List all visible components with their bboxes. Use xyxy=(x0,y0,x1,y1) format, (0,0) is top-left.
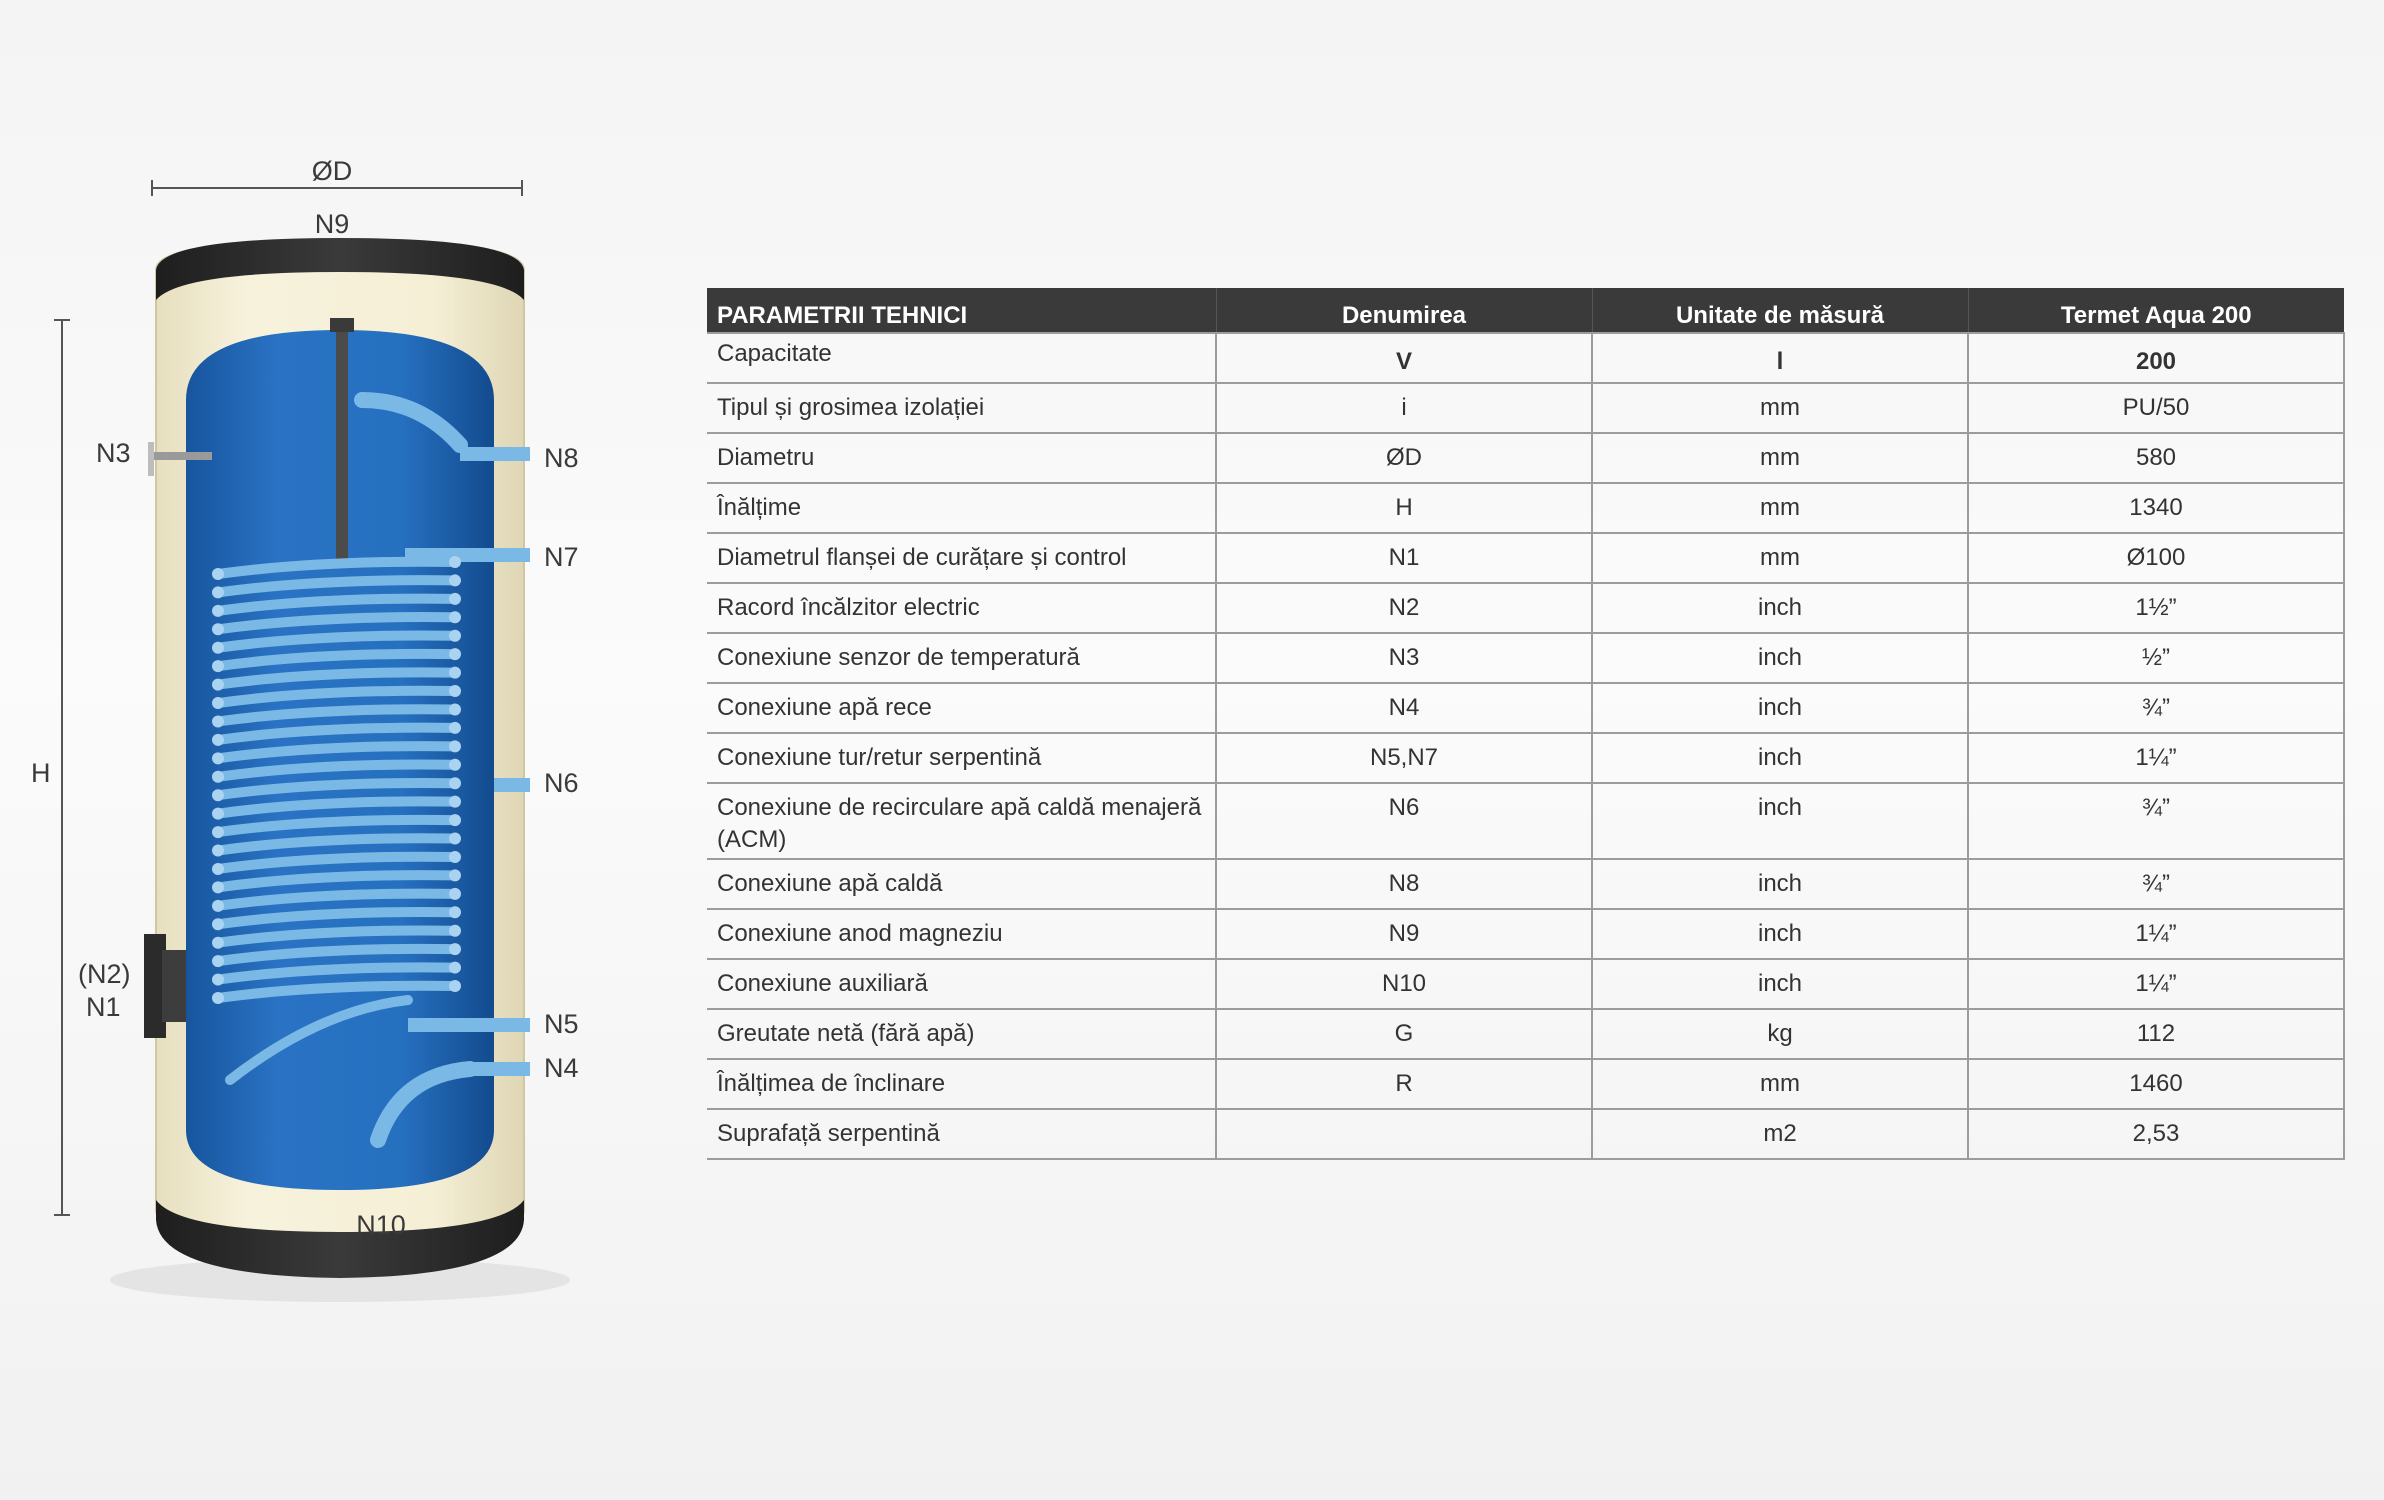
param-value: ¾” xyxy=(1968,859,2344,909)
anode-rod xyxy=(336,318,348,568)
coil-turn-end xyxy=(212,642,224,654)
coil-turn-end xyxy=(449,796,461,808)
coil-turn-end xyxy=(449,759,461,771)
coil-turn-end xyxy=(212,586,224,598)
coil-turn-end xyxy=(212,697,224,709)
n4-pipe xyxy=(470,1062,530,1076)
table-row xyxy=(707,909,2344,959)
param-symbol: N2 xyxy=(1216,583,1592,633)
param-value: 1¼” xyxy=(1968,733,2344,783)
coil-turn-end xyxy=(212,881,224,893)
table-row xyxy=(707,533,2344,583)
coil-turn-end xyxy=(212,771,224,783)
param-unit: inch xyxy=(1592,959,1968,1009)
param-symbol: R xyxy=(1216,1059,1592,1109)
table-row xyxy=(707,859,2344,909)
param-value: 1¼” xyxy=(1968,909,2344,959)
table-row xyxy=(707,383,2344,433)
coil-turn-end xyxy=(212,900,224,912)
coil-turn-end xyxy=(212,715,224,727)
param-symbol xyxy=(1216,1109,1592,1159)
coil-turn-end xyxy=(449,574,461,586)
table-row xyxy=(707,483,2344,533)
coil-turn-end xyxy=(449,869,461,881)
diameter-label: ØD xyxy=(311,156,353,186)
param-symbol: G xyxy=(1216,1009,1592,1059)
header-parameter: PARAMETRII TEHNICI xyxy=(707,288,1216,333)
table-row xyxy=(707,583,2344,633)
table-row xyxy=(707,333,2344,383)
table-row xyxy=(707,1109,2344,1159)
param-unit: inch xyxy=(1592,633,1968,683)
coil-turn-end xyxy=(449,833,461,845)
param-unit: mm xyxy=(1592,483,1968,533)
coil-turn-end xyxy=(449,814,461,826)
technical-parameters-table xyxy=(707,288,2345,1160)
coil-turn-end xyxy=(449,888,461,900)
param-value: 1¼” xyxy=(1968,959,2344,1009)
n8-pipe xyxy=(460,447,530,461)
header-designation: Denumirea xyxy=(1216,288,1592,333)
table-row xyxy=(707,959,2344,1009)
coil-turn-end xyxy=(449,777,461,789)
n7-label: N7 xyxy=(544,542,579,572)
param-unit: inch xyxy=(1592,583,1968,633)
coil-turn-end xyxy=(212,863,224,875)
param-symbol: N3 xyxy=(1216,633,1592,683)
param-name: Înălțimea de înclinare xyxy=(707,1059,1216,1109)
coil-turn-end xyxy=(449,925,461,937)
param-unit: mm xyxy=(1592,433,1968,483)
n2-label: (N2) xyxy=(78,959,131,989)
coil-turn-end xyxy=(212,826,224,838)
param-symbol: V xyxy=(1216,333,1592,383)
coil-turn-end xyxy=(449,648,461,660)
param-name: Conexiune auxiliară xyxy=(707,959,1216,1009)
table-header-row xyxy=(707,288,2344,333)
coil-turn-end xyxy=(212,918,224,930)
param-unit: kg xyxy=(1592,1009,1968,1059)
height-label: H xyxy=(31,758,51,788)
coil-turn-end xyxy=(449,611,461,623)
n6-label: N6 xyxy=(544,768,579,798)
param-name: Diametru xyxy=(707,433,1216,483)
coil-turn-end xyxy=(449,906,461,918)
param-symbol: N10 xyxy=(1216,959,1592,1009)
param-name: Conexiune tur/retur serpentină xyxy=(707,733,1216,783)
table-row xyxy=(707,433,2344,483)
param-unit: l xyxy=(1592,333,1968,383)
param-name: Înălțime xyxy=(707,483,1216,533)
param-symbol: N1 xyxy=(1216,533,1592,583)
param-name: Tipul și grosimea izolației xyxy=(707,383,1216,433)
coil-turn-end xyxy=(212,955,224,967)
coil-turn-end xyxy=(449,722,461,734)
coil-turn-end xyxy=(212,605,224,617)
param-unit: inch xyxy=(1592,733,1968,783)
param-value: Ø100 xyxy=(1968,533,2344,583)
param-value: 1340 xyxy=(1968,483,2344,533)
param-symbol: N6 xyxy=(1216,783,1592,859)
param-name: Racord încălzitor electric xyxy=(707,583,1216,633)
param-name: Conexiune senzor de temperatură xyxy=(707,633,1216,683)
coil-turn-end xyxy=(449,556,461,568)
table-row xyxy=(707,1059,2344,1109)
param-name: Capacitate xyxy=(707,333,1216,383)
n8-label: N8 xyxy=(544,443,579,473)
param-unit: m2 xyxy=(1592,1109,1968,1159)
n6-pipe xyxy=(494,778,530,792)
param-value: 200 xyxy=(1968,333,2344,383)
coil-turn-end xyxy=(212,789,224,801)
param-symbol: N9 xyxy=(1216,909,1592,959)
param-name: Diametrul flanșei de curățare și control xyxy=(707,533,1216,583)
coil-turn-end xyxy=(449,685,461,697)
param-symbol: N5,N7 xyxy=(1216,733,1592,783)
param-value: ¾” xyxy=(1968,683,2344,733)
table-row xyxy=(707,1009,2344,1059)
coil-turn-end xyxy=(212,660,224,672)
table-row xyxy=(707,633,2344,683)
param-value: 580 xyxy=(1968,433,2344,483)
coil-turn-end xyxy=(449,943,461,955)
coil-turn-end xyxy=(449,740,461,752)
n10-label: N10 xyxy=(356,1210,406,1240)
param-value: 1460 xyxy=(1968,1059,2344,1109)
param-unit: inch xyxy=(1592,783,1968,859)
param-symbol: N4 xyxy=(1216,683,1592,733)
coil-turn-end xyxy=(212,568,224,580)
coil-turn-end xyxy=(212,734,224,746)
header-unit: Unitate de măsură xyxy=(1592,288,1968,333)
param-name: Conexiune apă rece xyxy=(707,683,1216,733)
param-name: Conexiune apă caldă xyxy=(707,859,1216,909)
coil-turn-end xyxy=(212,937,224,949)
n5-pipe xyxy=(408,1018,530,1032)
param-name: Suprafață serpentină xyxy=(707,1109,1216,1159)
tank-diagram xyxy=(0,0,680,1500)
n5-label: N5 xyxy=(544,1009,579,1039)
coil-turn-end xyxy=(212,974,224,986)
param-symbol: H xyxy=(1216,483,1592,533)
coil-turn-end xyxy=(212,679,224,691)
coil-turn-end xyxy=(449,593,461,605)
param-symbol: i xyxy=(1216,383,1592,433)
n1-label: N1 xyxy=(86,992,121,1022)
n3-sensor xyxy=(150,452,212,460)
coil-turn-end xyxy=(449,851,461,863)
param-unit: inch xyxy=(1592,909,1968,959)
table-row xyxy=(707,683,2344,733)
param-value: 1½” xyxy=(1968,583,2344,633)
param-value: 112 xyxy=(1968,1009,2344,1059)
param-unit: mm xyxy=(1592,383,1968,433)
coil-turn-end xyxy=(212,845,224,857)
coil-turn-end xyxy=(212,808,224,820)
n4-label: N4 xyxy=(544,1053,579,1083)
n9-label: N9 xyxy=(314,209,350,239)
coil-turn-end xyxy=(449,962,461,974)
param-unit: mm xyxy=(1592,533,1968,583)
coil-turn-end xyxy=(449,703,461,715)
coil-turn-end xyxy=(449,980,461,992)
coil-turn-end xyxy=(449,667,461,679)
param-value: ½” xyxy=(1968,633,2344,683)
param-value: PU/50 xyxy=(1968,383,2344,433)
param-name: Conexiune anod magneziu xyxy=(707,909,1216,959)
coil-turn-end xyxy=(212,623,224,635)
coil-turn-end xyxy=(449,630,461,642)
n3-label: N3 xyxy=(96,438,131,468)
param-unit: mm xyxy=(1592,1059,1968,1109)
param-name: Greutate netă (fără apă) xyxy=(707,1009,1216,1059)
param-value: ¾” xyxy=(1968,783,2344,859)
coil-turn-end xyxy=(212,992,224,1004)
coil-turn-end xyxy=(212,752,224,764)
param-unit: inch xyxy=(1592,683,1968,733)
param-name: Conexiune de recirculare apă caldă menajeră (ACM) xyxy=(707,783,1216,859)
table-row xyxy=(707,733,2344,783)
param-symbol: N8 xyxy=(1216,859,1592,909)
table-row xyxy=(707,783,2344,859)
param-value: 2,53 xyxy=(1968,1109,2344,1159)
param-symbol: ØD xyxy=(1216,433,1592,483)
header-model: Termet Aqua 200 xyxy=(1968,288,2344,333)
param-unit: inch xyxy=(1592,859,1968,909)
